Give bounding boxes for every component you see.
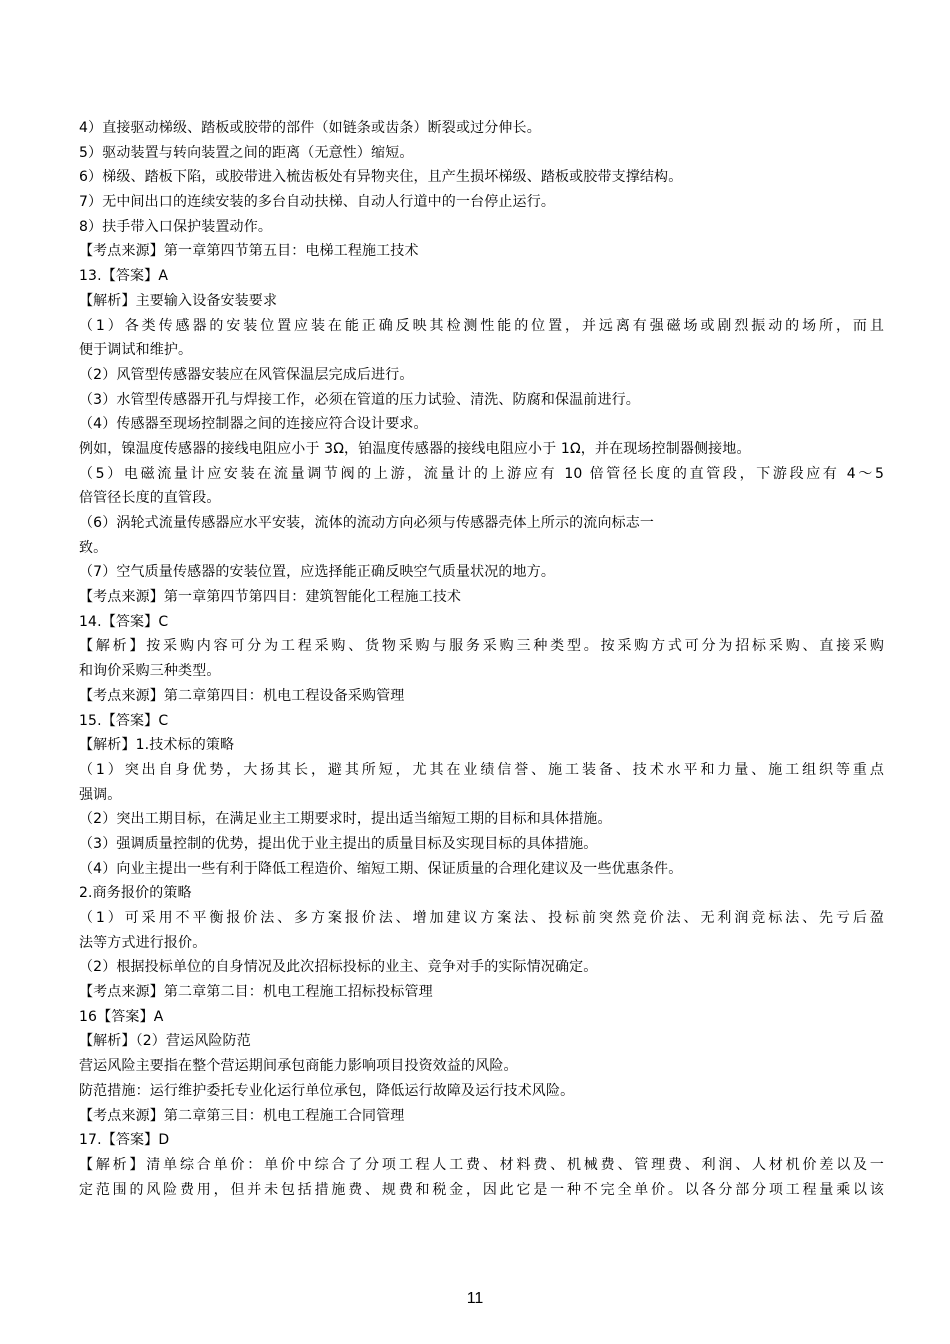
answer-heading: 13.【答案】A — [79, 268, 169, 285]
text-line: （4）传感器至现场控制器之间的连接应符合设计要求。 — [79, 416, 428, 433]
text-line: 致。 — [79, 539, 108, 556]
source-note: 【考点来源】第二章第三目：机电工程施工合同管理 — [79, 1107, 405, 1124]
source-note: 【考点来源】第一章第四节第五目：电梯工程施工技术 — [79, 243, 419, 260]
text-line: （5）电磁流量计应安装在流量调节阀的上游，流量计的上游应有 10 倍管径长度的直管段，下游段应有 4～5 — [79, 465, 884, 482]
text-line: （1）可采用不平衡报价法、多方案报价法、增加建议方案法、投标前突然竞价法、无利润竞标法、先亏后盈 — [79, 910, 884, 926]
text-line: 营运风险主要指在整个营运期间承包商能力影响项目投资效益的风险。 — [79, 1058, 518, 1075]
text-line: （4）向业主提出一些有利于降低工程造价、缩短工期、保证质量的合理化建议及一些优惠条件。 — [79, 860, 683, 877]
text-line: （3）强调质量控制的优势，提出优于业主提出的质量目标及实现目标的具体措施。 — [79, 835, 598, 852]
text-line: （1）突出自身优势，大扬其长，避其所短，尤其在业绩信誉、施工装备、技术水平和力量、施工组织等重点 — [79, 761, 884, 778]
source-note: 【考点来源】第一章第四节第四目：建筑智能化工程施工技术 — [79, 589, 462, 606]
text-line: 5）驱动装置与转向装置之间的距离（无意性）缩短。 — [79, 144, 414, 161]
text-line: 强调。 — [79, 786, 122, 803]
text-line: （2）突出工期目标，在满足业主工期要求时，提出适当缩短工期的目标和具体措施。 — [79, 811, 612, 828]
text-line: （2）风管型传感器安装应在风管保温层完成后进行。 — [79, 366, 414, 383]
text-line: （1）各类传感器的安装位置应装在能正确反映其检测性能的位置，并远离有强磁场或剧烈振动的场所，而且 — [79, 317, 884, 334]
analysis-heading: 【解析】主要输入设备安装要求 — [79, 292, 278, 309]
source-note: 【考点来源】第二章第二目：机电工程施工招标投标管理 — [79, 984, 433, 1001]
answer-heading: 17.【答案】D — [79, 1132, 170, 1149]
text-line: 便于调试和维护。 — [79, 342, 193, 359]
text-line: 和询价采购三种类型。 — [79, 663, 221, 680]
text-line: 倍管径长度的直管段。 — [79, 490, 221, 507]
answer-heading: 16【答案】A — [79, 1008, 164, 1025]
text-line: 6）梯级、踏板下陷，或胶带进入梳齿板处有异物夹住，且产生损坏梯级、踏板或胶带支撑结构。 — [79, 169, 683, 186]
text-line: 法等方式进行报价。 — [79, 934, 207, 951]
analysis-heading: 【解析】按采购内容可分为工程采购、货物采购与服务采购三种类型。按采购方式可分为招标采购、直接采购 — [79, 638, 884, 655]
text-line: （7）空气质量传感器的安装位置，应选择能正确反映空气质量状况的地方。 — [79, 564, 556, 581]
text-line: 定范围的风险费用，但并未包括措施费、规费和税金，因此它是一种不完全单价。以各分部分项工程量乘以该 — [79, 1181, 884, 1198]
source-note: 【考点来源】第二章第四目：机电工程设备采购管理 — [79, 687, 405, 704]
analysis-heading: 【解析】1.技术标的策略 — [79, 737, 235, 754]
text-line: （2）根据投标单位的自身情况及此次招标投标的业主、竞争对手的实际情况确定。 — [79, 959, 598, 976]
page-number: 11 — [466, 1290, 484, 1307]
text-line: 防范措施：运行维护委托专业化运行单位承包，降低运行故障及运行技术风险。 — [79, 1082, 575, 1099]
answer-heading: 14.【答案】C — [79, 613, 169, 630]
text-line: 8）扶手带入口保护装置动作。 — [79, 218, 273, 235]
text-line: 7）无中间出口的连续安装的多台自动扶梯、自动人行道中的一台停止运行。 — [79, 194, 556, 211]
text-line: 例如，镍温度传感器的接线电阻应小于 3Ω，铂温度传感器的接线电阻应小于 1Ω，并在现场控制器侧接地。 — [79, 440, 751, 457]
document-body — [79, 116, 884, 1202]
text-line: （6）涡轮式流量传感器应水平安装，流体的流动方向必须与传感器壳体上所示的流向标志一 — [79, 515, 655, 531]
analysis-heading: 【解析】清单综合单价：单价中综合了分项工程人工费、材料费、机械费、管理费、利润、人材机价差以及一 — [79, 1156, 884, 1173]
analysis-heading: 【解析】（2）营运风险防范 — [79, 1033, 251, 1050]
text-line: 4）直接驱动梯级、踏板或胶带的部件（如链条或齿条）断裂或过分伸长。 — [79, 120, 541, 136]
text-line: 2.商务报价的策略 — [79, 885, 192, 902]
text-line: （3）水管型传感器开孔与焊接工作，必须在管道的压力试验、清洗、防腐和保温前进行。 — [79, 391, 640, 408]
answer-heading: 15.【答案】C — [79, 712, 169, 729]
